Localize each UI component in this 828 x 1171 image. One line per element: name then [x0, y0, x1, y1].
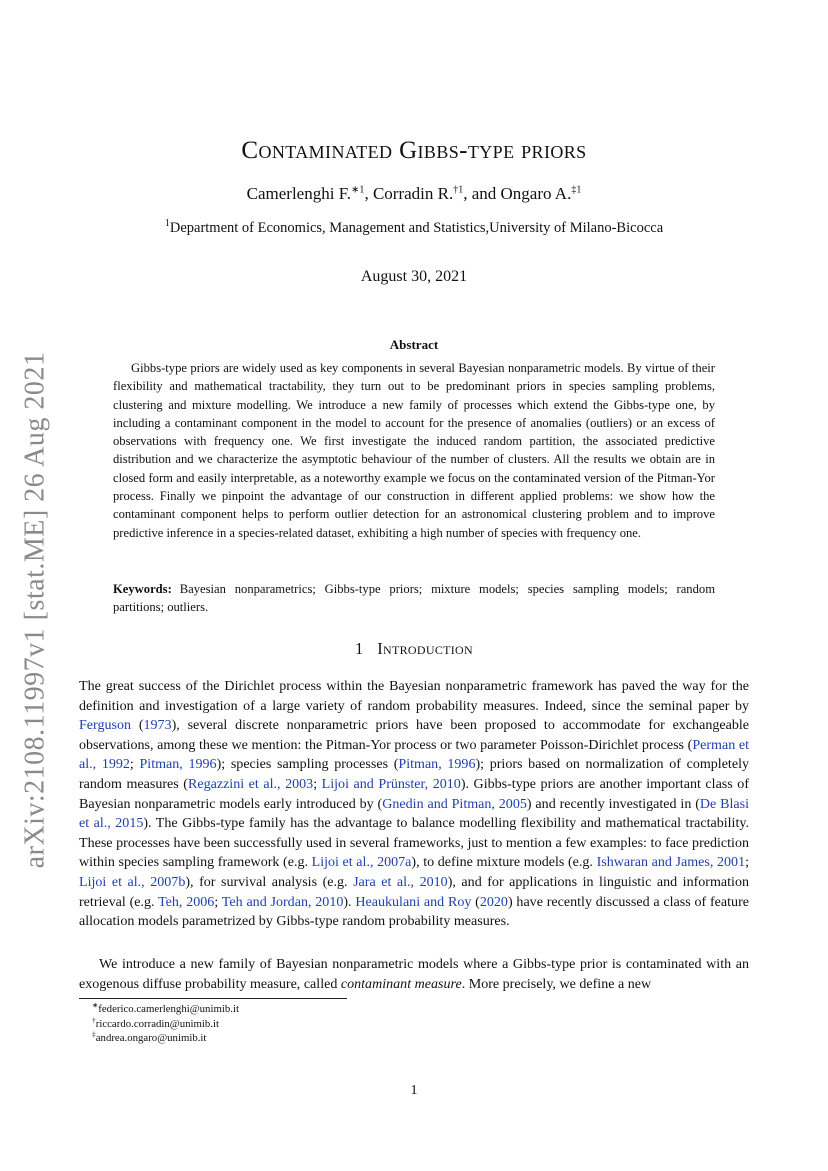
- affiliation-text: Department of Economics, Management and Statistics,University of Milano-Bicocca: [169, 220, 664, 236]
- body-text: ), for survival analysis (e.g.: [185, 873, 354, 890]
- keywords-label: Keywords:: [113, 582, 172, 596]
- body-text: ), to define mixture models (e.g.: [411, 854, 597, 871]
- body-text: (: [131, 717, 144, 734]
- body-text: ).: [343, 893, 356, 910]
- footnote-email[interactable]: riccardo.corradin@unimib.it: [95, 1018, 220, 1030]
- footnote-rule: [79, 998, 347, 999]
- section-number: 1: [354, 639, 364, 658]
- body-text: The great success of the Dirichlet process within the Bayesian nonparametric framework has paved the way for the definition and investigation of a large variety of random probability measures. Indeed, since the seminal paper by: [79, 678, 749, 714]
- intro-paragraph-1: [79, 677, 749, 932]
- footnote: [92, 1017, 219, 1031]
- citation-link[interactable]: Perman et al., 1992: [79, 736, 750, 773]
- body-text: ;: [129, 756, 140, 773]
- citation-link[interactable]: Gnedin and Pitman, 2005: [382, 795, 527, 812]
- citation-link[interactable]: Teh and Jordan, 2010: [221, 893, 344, 910]
- body-text: . More precisely, we define a new: [461, 975, 652, 992]
- author-separator: ,: [364, 184, 373, 203]
- author-name: Ongaro A.: [500, 184, 572, 203]
- author-mark: ∗1: [351, 184, 365, 196]
- footnote-mark: ∗: [92, 1000, 99, 1010]
- body-text: We introduce a new family of Bayesian nonparametric models where a Gibbs-type prior is contaminated with an exogenous diffuse probability measure, called: [79, 956, 749, 992]
- body-text: ;: [214, 893, 222, 910]
- body-text: ). The Gibbs-type family has the advantage to balance modelling flexibility and mathematical tractability. These processes have been successfully used in several frameworks, just to mention a few examples: to face prediction within species sampling framework (e.g.: [79, 815, 749, 871]
- citation-link[interactable]: Ferguson: [79, 717, 132, 734]
- arxiv-stamp: [14, 350, 56, 870]
- body-text: ), several discrete nonparametric priors have been proposed to accommodate for exchangeable observations, among these we mention: the Pitman-Yor process or two parameter Poisson-Dirichlet process (: [79, 717, 749, 753]
- keywords-text: Bayesian nonparametrics; Gibbs-type priors; mixture models; species sampling models; random partitions; outliers.: [113, 582, 715, 614]
- footnote-email[interactable]: federico.camerlenghi@unimib.it: [98, 1003, 239, 1015]
- arxiv-id: arXiv:2108.11997v1 [stat.ME] 26 Aug 2021: [19, 351, 51, 869]
- citation-link[interactable]: Jara et al., 2010: [353, 873, 448, 890]
- affiliation-mark: 1: [164, 218, 170, 230]
- body-text: ); priors based on normalization of completely random measures (: [79, 756, 749, 792]
- citation-link[interactable]: Teh, 2006: [158, 893, 215, 910]
- citation-link[interactable]: Lijoi et al., 2007a: [311, 854, 412, 871]
- body-text: ;: [745, 854, 750, 871]
- footnote-mark: †: [92, 1015, 96, 1025]
- citation-link[interactable]: Lijoi and Prünster, 2010: [321, 775, 461, 792]
- section-heading: [0, 639, 828, 659]
- body-text: ), and for applications in linguistic and information retrieval (e.g.: [79, 873, 749, 910]
- body-text: ). Gibbs-type priors are another important class of Bayesian nonparametric models early introduced by (: [79, 775, 749, 812]
- intro-paragraph-2: [79, 955, 749, 994]
- citation-link[interactable]: Pitman, 1996: [398, 756, 476, 773]
- body-text: (: [471, 893, 480, 910]
- paper-title: Contaminated Gibbs-type priors: [241, 137, 587, 164]
- citation-link[interactable]: Heaukulani and Roy: [355, 893, 472, 910]
- citation-link[interactable]: Regazzini et al., 2003: [187, 775, 314, 792]
- citation-link[interactable]: 2020: [479, 893, 508, 910]
- footnote: [92, 1031, 206, 1045]
- citation-link[interactable]: Ishwaran and James, 2001: [596, 854, 746, 871]
- footnote-email[interactable]: andrea.ongaro@unimib.it: [95, 1032, 207, 1044]
- author-name: Camerlenghi F.: [246, 184, 352, 203]
- page-number: 1: [410, 1083, 418, 1098]
- keywords: [113, 580, 715, 616]
- affiliation: [0, 220, 828, 237]
- citation-link[interactable]: Lijoi et al., 2007b: [79, 873, 186, 890]
- abstract-text: Gibbs-type priors are widely used as key components in several Bayesian nonparametric models. By virtue of their flexibility and mathematical tractability, they turn out to be predominant priors in species sampling problems, clustering and mixture modelling. We introduce a new family of processes which extend the Gibbs-type one, by including a contaminant component in the model to account for the presence of anomalies (outliers) or an excess of observations with frequency one. We first investigate the induced random partition, the associated predictive distribution and we characterize the asymptotic behaviour of the number of clusters. All the results we obtain are in closed form and easily interpretable, as a noteworthy example we focus on the contaminated version of the Pitman-Yor process. Finally we pinpoint the advantage of our construction in different applied problems: we show how the contaminant component helps to perform outlier detection for an astronomical clustering problem and to improve predictive inference in a species-related dataset, exhibiting a high number of species with frequency one.: [113, 361, 715, 540]
- citation-link[interactable]: De Blasi et al., 2015: [79, 795, 750, 832]
- author-name: Corradin R.: [372, 184, 454, 203]
- section-title: Introduction: [377, 639, 473, 658]
- footnote: [92, 1002, 239, 1016]
- footnote-mark: ‡: [92, 1029, 96, 1039]
- paper-date: August 30, 2021: [360, 268, 468, 285]
- author-list: [0, 184, 828, 204]
- author-mark: ‡1: [571, 184, 582, 196]
- author-separator: , and: [463, 184, 501, 203]
- body-text: ) have recently discussed a class of feature allocation models parametrized by Gibbs-type random probability measures.: [79, 893, 749, 930]
- citation-link[interactable]: 1973: [143, 717, 172, 734]
- body-text: ;: [313, 775, 322, 792]
- citation-link[interactable]: Pitman, 1996: [139, 756, 217, 773]
- emphasis-text: contaminant measure: [340, 975, 462, 992]
- abstract-heading: Abstract: [389, 337, 439, 352]
- author-mark: †1: [453, 184, 464, 196]
- body-text: ) and recently investigated in (: [526, 795, 700, 812]
- body-text: ); species sampling processes (: [216, 756, 399, 773]
